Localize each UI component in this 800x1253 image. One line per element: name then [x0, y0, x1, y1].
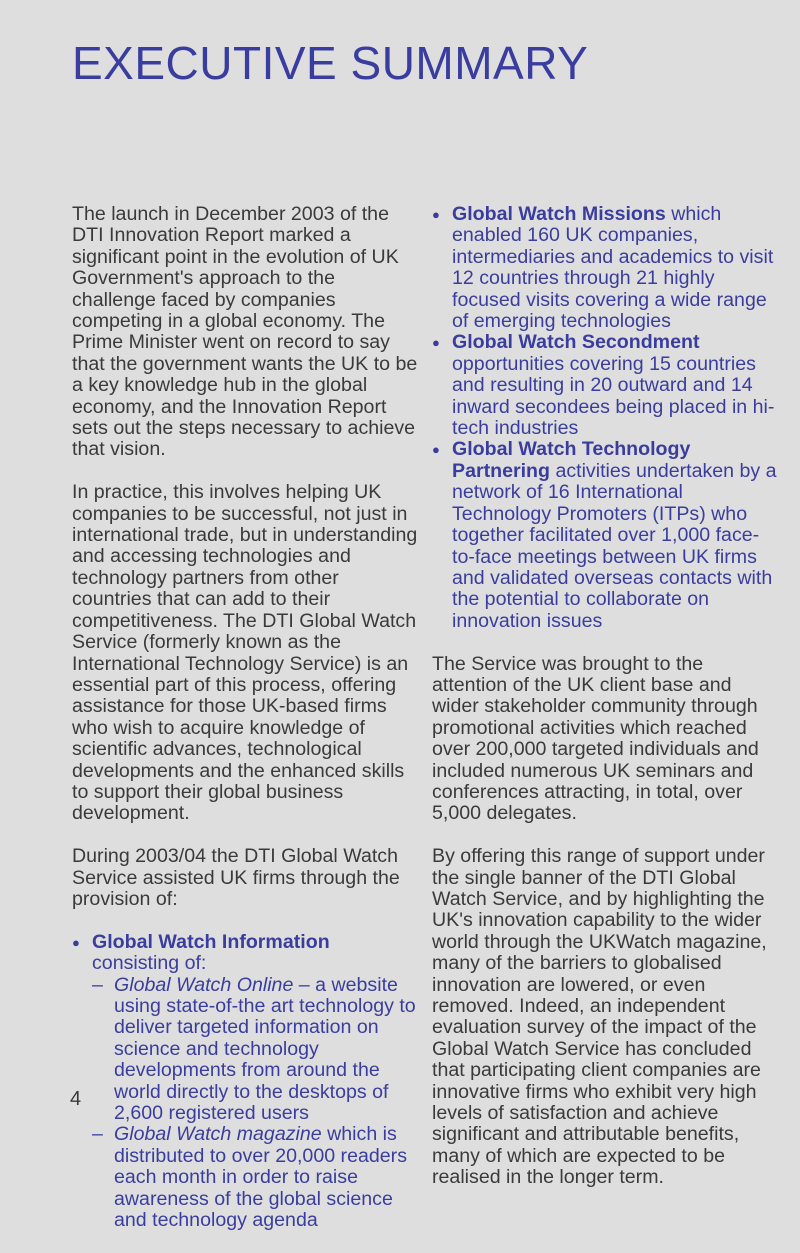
- sub-item-text: – a website using state-of-the art technology to deliver targeted information on science and technology developments from around the world directly to the desktops of 2,600 registered users: [114, 973, 416, 1125]
- intro-paragraph: The launch in December 2003 of the DTI Innovation Report marked a significant point in the evolution of UK Government's approach to the challenge faced by companies competing in a global economy. The Prime Minister went on record to say that the government wants the UK to be a key knowledge hub in the global economy, and the Innovation Report sets out the steps necessary to achieve that vision.: [72, 203, 418, 461]
- provision-list: [72, 932, 420, 1232]
- promotion-paragraph: The Service was brought to the attention of the UK client base and wider stakeholder community through promotional activities which reached over 200,000 targeted individuals and included numerous UK seminars and conferences attracting, in total, over 5,000 delegates.: [432, 652, 759, 825]
- sub-item-title: Global Watch magazine: [114, 1123, 322, 1146]
- list-item: [72, 932, 420, 1232]
- page-title: EXECUTIVE SUMMARY: [72, 37, 589, 89]
- sub-list: [92, 975, 420, 1232]
- practice-paragraph: In practice, this involves helping UK companies to be successful, not just in international trade, but in understanding and accessing technologies and technology partners from other countries that can add to their competitiveness. The DTI Global Watch Service (formerly known as the International Technology Service) is an essential part of this process, offering assistance for those UK-based firms who wish to acquire knowledge of scientific advances, technological developments and the enhanced skills to support their global business development.: [72, 481, 418, 825]
- sub-item-title: Global Watch Online: [114, 973, 294, 996]
- bullet-title: Global Watch Technology Partnering: [452, 438, 691, 482]
- list-item: [432, 439, 780, 632]
- conclusion-paragraph: By offering this range of support under the single banner of the DTI Global Watch Service, and by highlighting the UK's innovation capability to the wider world through the UKWatch magazine, many of the barriers to globalised innovation are lowered, or even removed. Indeed, an independent evaluation survey of the impact of the Global Watch Service has concluded that participating client companies are innovative firms who exhibit very high levels of satisfaction and achieve significant and attributable benefits, many of which are expected to be realised in the longer term.: [432, 845, 767, 1189]
- sub-list-item: [92, 975, 420, 1125]
- bullet-title: Global Watch Information: [92, 930, 330, 953]
- bullet-title: Global Watch Missions: [452, 203, 666, 225]
- list-item: [432, 204, 780, 332]
- bullet-text: which enabled 160 UK companies, intermediaries and academics to visit 12 countries through 21 highly focused visits covering a wide range of emerging technologies: [452, 203, 774, 333]
- right-column: [432, 204, 780, 1210]
- page-number: 4: [70, 1088, 82, 1110]
- sub-item-text: which is distributed to over 20,000 readers each month in order to raise awareness of the global science and technology agenda: [114, 1123, 407, 1232]
- provision-paragraph: During 2003/04 the DTI Global Watch Service assisted UK firms through the provision of:: [72, 845, 400, 910]
- services-list: [432, 204, 780, 632]
- bullet-text: activities undertaken by a network of 16 International Technology Promoters (ITPs) who together facilitated over 1,000 face-to-face meetings between UK firms and validated overseas contacts with the potential to collaborate on innovation issues: [452, 459, 777, 632]
- left-column: [72, 204, 420, 1253]
- bullet-text: consisting of:: [92, 952, 207, 975]
- sub-list-item: [92, 1124, 420, 1231]
- bullet-text: opportunities covering 15 countries and resulting in 20 outward and 14 inward secondees being placed in hi-tech industries: [452, 352, 775, 440]
- list-item: [432, 332, 780, 439]
- bullet-title: Global Watch Secondment: [452, 331, 700, 354]
